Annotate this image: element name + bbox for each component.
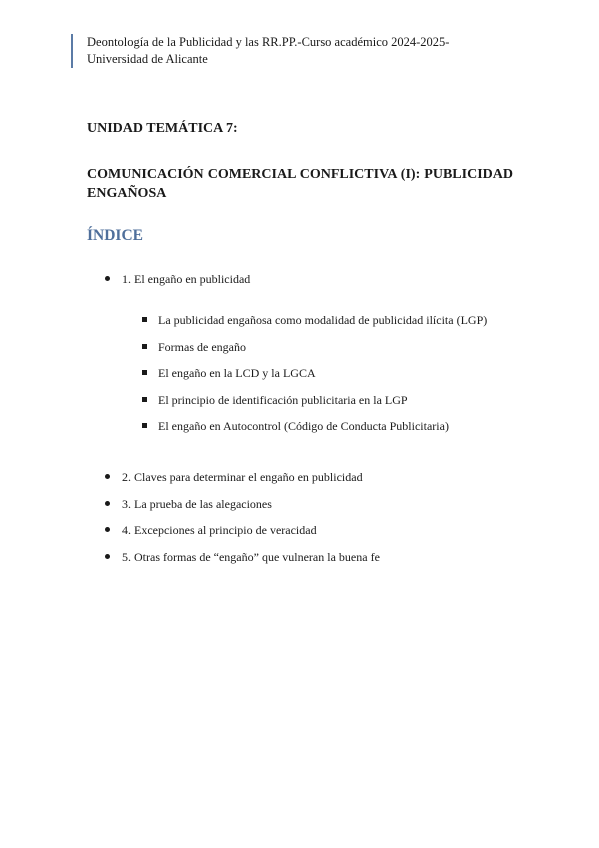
unit-title: UNIDAD TEMÁTICA 7: [87, 121, 238, 136]
bullet-icon [105, 276, 110, 281]
index-sublist [142, 312, 542, 434]
index-subitem-label: La publicidad engañosa como modalidad de publicidad ilícita (LGP) [158, 313, 488, 327]
index-subitem [142, 418, 542, 434]
index-subitem [142, 312, 542, 328]
index-item-4 [104, 522, 524, 538]
bullet-icon [105, 474, 110, 479]
index-item-2 [104, 469, 524, 485]
index-item-1 [104, 271, 524, 287]
index-item-label: 3. La prueba de las alegaciones [122, 496, 272, 511]
square-bullet-icon [142, 370, 147, 375]
index-subitem [142, 365, 542, 381]
index-item-3 [104, 496, 524, 512]
index-item-label: 4. Excepciones al principio de veracidad [122, 523, 317, 537]
header-course-line: Deontología de la Publicidad y las RR.PP.-Curso académico 2024-2025- [87, 35, 450, 49]
index-list-part2 [104, 469, 524, 575]
header-university-line: Universidad de Alicante [87, 52, 208, 66]
index-heading: ÍNDICE [87, 227, 143, 244]
index-subitem-label: El principio de identificación publicitaria en la LGP [158, 392, 408, 407]
index-subitem [142, 392, 542, 408]
index-subitem-label: El engaño en Autocontrol (Código de Conducta Publicitaria) [158, 419, 449, 433]
bullet-icon [105, 554, 110, 559]
index-item-label: 1. El engaño en publicidad [122, 272, 251, 286]
topic-title: COMUNICACIÓN COMERCIAL CONFLICTIVA (I): PUBLICIDAD ENGAÑOSA [87, 167, 513, 201]
square-bullet-icon [142, 397, 147, 402]
index-list-part1 [104, 271, 524, 287]
index-item-label: 5. Otras formas de “engaño” que vulneran la buena fe [122, 549, 380, 564]
bullet-icon [105, 527, 110, 532]
bullet-icon [105, 501, 110, 506]
index-item-label: 2. Claves para determinar el engaño en publicidad [122, 470, 363, 484]
index-item-5 [104, 549, 524, 565]
square-bullet-icon [142, 317, 147, 322]
index-subitem [142, 339, 542, 355]
page-header [71, 34, 527, 68]
square-bullet-icon [142, 344, 147, 349]
index-subitem-label: Formas de engaño [158, 339, 246, 354]
index-subitem-label: El engaño en la LCD y la LGCA [158, 366, 316, 380]
square-bullet-icon [142, 423, 147, 428]
